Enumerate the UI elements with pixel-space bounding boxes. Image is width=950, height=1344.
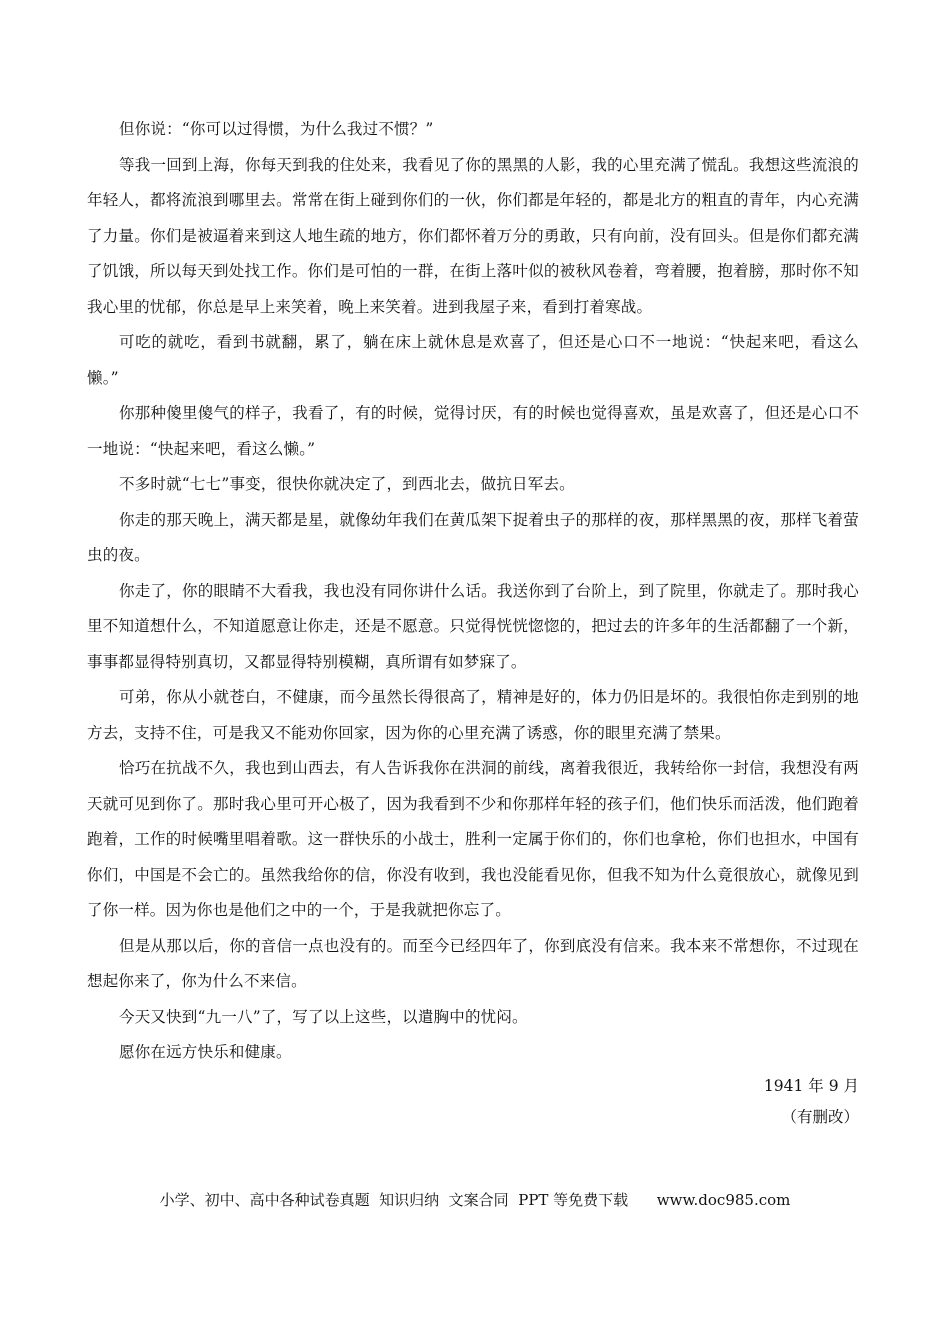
paragraph-7: 你走了，你的眼睛不大看我，我也没有同你讲什么话。我送你到了台阶上，到了院里，你就走了。那时我心里不知道想什么，不知道愿意让你走，还是不愿意。只觉得恍恍惚惚的，把过去的许多年的生活都翻了一个新，事事都显得特别真切，又都显得特别模糊，真所谓有如梦寐了。 <box>87 581 859 671</box>
paragraph-3: 可吃的就吃，看到书就翻，累了，躺在床上就休息是欢喜了，但还是心口不一地说：“快起来吧，看这么懒。” <box>87 333 859 387</box>
paragraph-11: 今天又快到“九一八”了，写了以上这些，以遣胸中的忧闷。 <box>119 1007 528 1026</box>
paragraph-9: 恰巧在抗战不久，我也到山西去，有人告诉我你在洪洞的前线，离着我很近，我转给你一封信，我想没有两天就可见到你了。那时我心里可开心极了，因为我看到不少和你那样年轻的孩子们，他们快乐而活泼，他们跑着跑着，工作的时候嘴里唱着歌。这一群快乐的小战士，胜利一定属于你们的，你们也拿枪，你们也担水，中国有你们，中国是不会亡的。虽然我给你的信，你没有收到，我也没能看见你，但我不知为什么竟很放心，就像见到了你一样。因为你也是他们之中的一个，于是我就把你忘了。 <box>87 759 859 919</box>
paragraph-8: 可弟，你从小就苍白，不健康，而今虽然长得很高了，精神是好的，体力仍旧是坏的。我很怕你走到别的地方去，支持不住，可是我又不能劝你回家，因为你的心里充满了诱惑，你的眼里充满了禁果。 <box>87 688 859 742</box>
paragraph-6: 你走的那天晚上，满天都是星，就像幼年我们在黄瓜架下捉着虫子的那样的夜，那样黑黑的夜，那样飞着萤虫的夜。 <box>87 510 859 564</box>
letter-date: 1941 年 9 月 <box>763 1076 859 1095</box>
edit-note: （有删改） <box>781 1107 859 1126</box>
paragraph-4: 你那种傻里傻气的样子，我看了，有的时候，觉得讨厌，有的时候也觉得喜欢，虽是欢喜了，但还是心口不一地说：“快起来吧，看这么懒。” <box>87 404 859 458</box>
paragraph-10: 但是从那以后，你的音信一点也没有的。而至今已经四年了，你到底没有信来。我本来不常想你，不过现在想起你来了，你为什么不来信。 <box>87 936 859 990</box>
document-body <box>87 112 859 1133</box>
page-footer: 小学、初中、高中各种试卷真题 知识归纳 文案合同 PPT 等免费下载 www.doc985.com <box>159 1191 791 1209</box>
paragraph-1: 但你说：“你可以过得惯，为什么我过不惯？” <box>119 120 434 138</box>
paragraph-12: 愿你在远方快乐和健康。 <box>119 1043 292 1061</box>
paragraph-5: 不多时就“七七”事变，很快你就决定了，到西北去，做抗日军去。 <box>119 475 575 493</box>
paragraph-2: 等我一回到上海，你每天到我的住处来，我看见了你的黑黑的人影，我的心里充满了慌乱。我想这些流浪的年轻人，都将流浪到哪里去。常常在街上碰到你们的一伙，你们都是年轻的，都是北方的粗直的青年，内心充满了力量。你们是被逼着来到这人地生疏的地方，你们都怀着万分的勇敢，只有向前，没有回头。但是你们都充满了饥饿，所以每天到处找工作。你们是可怕的一群，在街上落叶似的被秋风卷着，弯着腰，抱着膀，那时你不知我心里的忧郁，你总是早上来笑着，晚上来笑着。进到我屋子来，看到打着寒战。 <box>87 155 859 316</box>
